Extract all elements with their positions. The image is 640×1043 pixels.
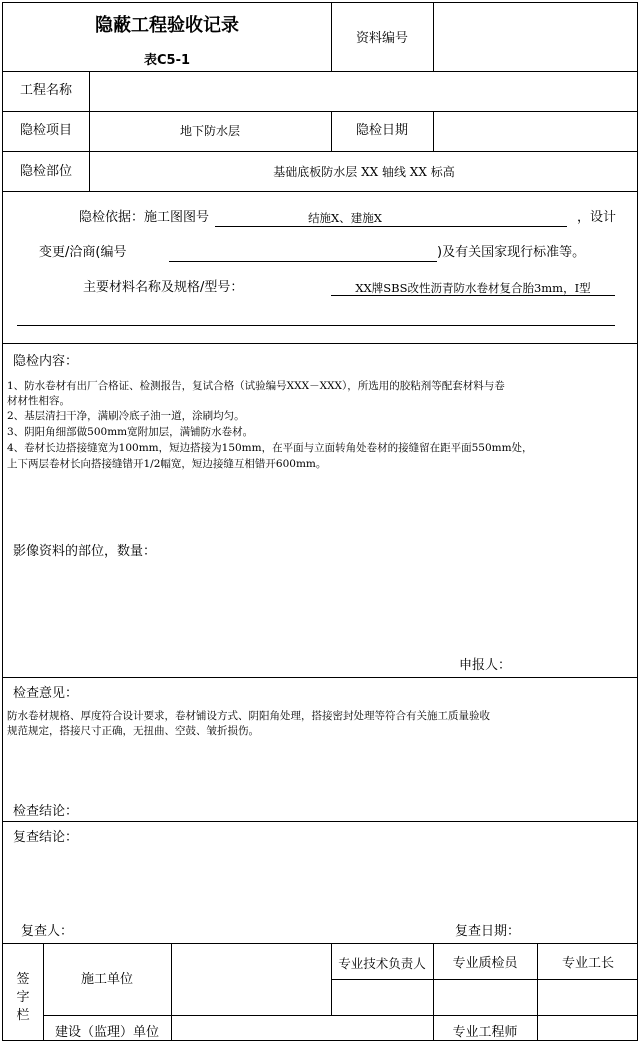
supervision-unit-label: 建设（监理）单位 — [54, 1025, 159, 1040]
engineer-label: 专业工程师 — [452, 1025, 518, 1040]
drawing-number[interactable]: 结施X、建施X — [308, 211, 382, 225]
image-info-label: 影像资料的部位，数量： — [13, 544, 157, 559]
reporter-label: 申报人： — [459, 658, 512, 673]
signature-column-text: 签字栏 — [16, 972, 30, 1023]
doc-no-label: 资料编号 — [355, 31, 408, 46]
content-line: 1、防水卷材有出厂合格证、检测报告，复试合格（试验编号XXX－XXX），所选用的胶粘剂等配套材料与卷 — [7, 380, 505, 392]
inspection-record-form — [2, 2, 638, 1041]
material-value[interactable]: XX牌SBS改性沥青防水卷材复合胎3mm，I型 — [355, 281, 591, 295]
check-conclusion-label: 检查结论： — [13, 804, 79, 819]
design-label: ，设计 — [577, 210, 617, 225]
project-name-label: 工程名称 — [19, 83, 72, 98]
content-line: 上下两层卷材长向搭接缝错开1/2幅宽，短边接缝互相错开600mm。 — [7, 458, 327, 470]
inspection-item-label: 隐检项目 — [19, 123, 72, 138]
reviewer-label: 复查人： — [21, 924, 74, 939]
inspection-location-value[interactable]: 基础底板防水层 XX 轴线 XX 标高 — [273, 165, 455, 179]
material-label: 主要材料名称及规格/型号： — [83, 280, 244, 295]
foreman-label: 专业工长 — [561, 956, 614, 971]
content-line: 材材性相容。 — [7, 395, 70, 407]
review-date-label: 复查日期： — [455, 924, 521, 939]
content-label: 隐检内容： — [13, 354, 79, 369]
standard-label: )及有关国家现行标准等。 — [437, 245, 586, 260]
construction-unit-label: 施工单位 — [80, 972, 133, 987]
qc-inspector-label: 专业质检员 — [452, 956, 518, 971]
inspection-item-value[interactable]: 地下防水层 — [179, 124, 240, 138]
review-conclusion-label: 复查结论： — [13, 830, 79, 845]
tech-lead-label: 专业技术负责人 — [338, 956, 426, 971]
content-line: 3、阴阳角细部做500mm宽附加层，满铺防水卷材。 — [7, 426, 254, 438]
content-line: 4、卷材长边搭接缝宽为100mm，短边搭接为150mm，在平面与立面转角处卷材的接缝留在距平面550mm处， — [7, 442, 533, 454]
change-order-label: 变更/洽商(编号 — [39, 245, 127, 260]
signature-column-label — [3, 971, 43, 1025]
form-code: 表C5-1 — [143, 53, 191, 68]
inspection-date-label: 隐检日期 — [355, 123, 408, 138]
inspection-location-label: 隐检部位 — [19, 164, 72, 179]
opinion-line: 规范规定，搭接尺寸正确，无扭曲、空鼓、皱折损伤。 — [7, 725, 259, 737]
opinion-label: 检查意见： — [13, 686, 79, 701]
opinion-line: 防水卷材规格、厚度符合设计要求，卷材铺设方式、阴阳角处理，搭接密封处理等符合有关施工质量验收 — [7, 710, 490, 722]
basis-label: 隐检依据：施工图图号 — [79, 210, 210, 225]
content-line: 2、基层清扫干净，满刷冷底子油一道，涂刷均匀。 — [7, 410, 245, 422]
form-title: 隐蔽工程验收记录 — [95, 15, 239, 36]
